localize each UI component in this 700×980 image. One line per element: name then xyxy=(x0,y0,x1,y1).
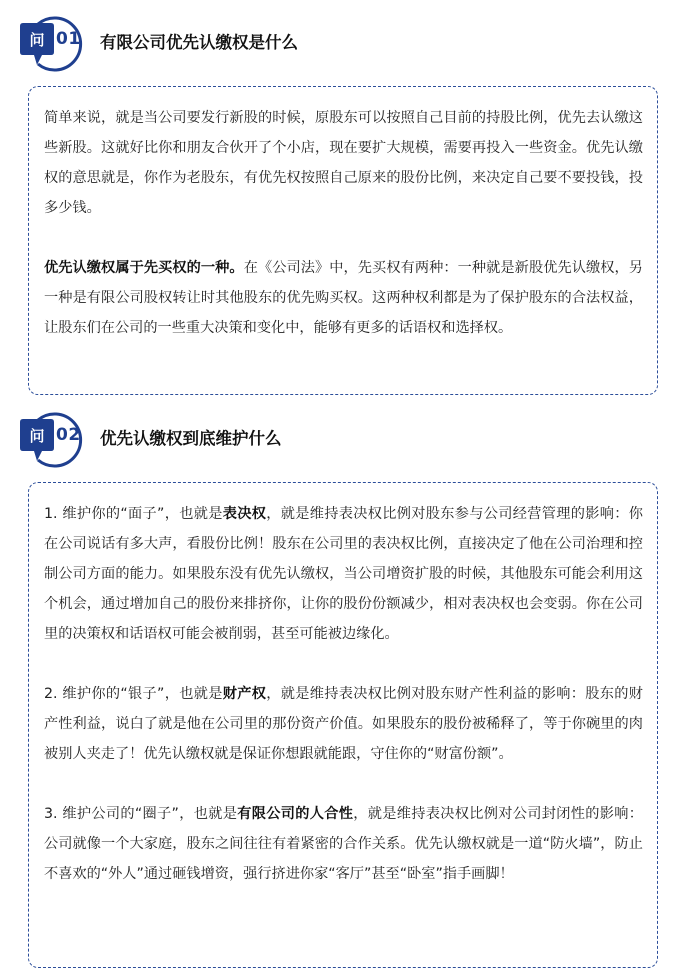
section-2-header xyxy=(18,410,678,470)
section-number: 01 xyxy=(56,29,81,49)
section-title: 优先认缴权到底维护什么 xyxy=(100,429,282,448)
bold-text: 表决权 xyxy=(222,506,267,522)
paragraph xyxy=(44,499,643,649)
section-number: 02 xyxy=(56,425,81,445)
text-run: ，就是维持表决权比例对股东财产性利益的影响：股东的财产性利益，说白了就是他在公司里的那份资产价值。如果股东的股份被稀释了，等于你碗里的肉被别人夹走了！优先认缴权就是保证你想跟就能跟，守住你的“财富份额”。 xyxy=(44,686,643,762)
text-run: ，就是维持表决权比例对公司封闭性的影响：公司就像一个大家庭，股东之间往往有着紧密的合作关系。优先认缴权就是一道“防火墙”，防止不喜欢的“外人”通过砸钱增资，强行挤进你家“客厅”甚至“卧室”指手画脚！ xyxy=(44,806,643,882)
text-run: 简单来说，就是当公司要发行新股的时候，原股东可以按照自己目前的持股比例，优先去认缴这些新股。这就好比你和朋友合伙开了个小店，现在要扩大规模，需要再投入一些资金。优先认缴权的意思就是，你作为老股东，有优先权按照自己原来的股份比例，来决定自己要不要投钱，投多少钱。 xyxy=(44,110,643,216)
paragraph xyxy=(44,253,643,343)
section-1-header xyxy=(18,14,678,74)
badge-label: 问 xyxy=(29,31,45,49)
text-run: 1. 维护你的“面子”，也就是 xyxy=(44,506,223,522)
paragraph xyxy=(44,799,643,889)
badge-label: 问 xyxy=(29,427,45,445)
bold-text: 财产权 xyxy=(222,686,267,702)
bold-text: 有限公司的人合性 xyxy=(237,806,354,822)
section-2-card xyxy=(28,482,658,968)
text-run: 3. 维护公司的“圈子”，也就是 xyxy=(44,806,238,822)
paragraph xyxy=(44,679,643,769)
text-run: 在《公司法》中，先买权有两种：一种就是新股优先认缴权，另一种是有限公司股权转让时其他股东的优先购买权。这两种权利都是为了保护股东的合法权益，让股东们在公司的一些重大决策和变化中，能够有更多的话语权和选择权。 xyxy=(44,260,643,336)
section-1-card xyxy=(28,86,658,395)
question-badge xyxy=(18,14,98,74)
bold-text: 优先认缴权属于先买权的一种。 xyxy=(44,260,244,276)
section-title: 有限公司优先认缴权是什么 xyxy=(100,33,298,52)
text-run: ，就是维持表决权比例对股东参与公司经营管理的影响：你在公司说话有多大声，看股份比例！股东在公司里的表决权比例，直接决定了他在公司治理和控制公司方面的能力。如果股东没有优先认缴权，当公司增资扩股的时候，其他股东可能会利用这个机会，通过增加自己的股份来排挤你，让你的股份份额减少，相对表决权也会变弱。你在公司里的决策权和话语权可能会被削弱，甚至可能被边缘化。 xyxy=(44,506,643,642)
paragraph xyxy=(44,103,643,223)
question-badge xyxy=(18,410,98,470)
text-run: 2. 维护你的“银子”，也就是 xyxy=(44,686,223,702)
